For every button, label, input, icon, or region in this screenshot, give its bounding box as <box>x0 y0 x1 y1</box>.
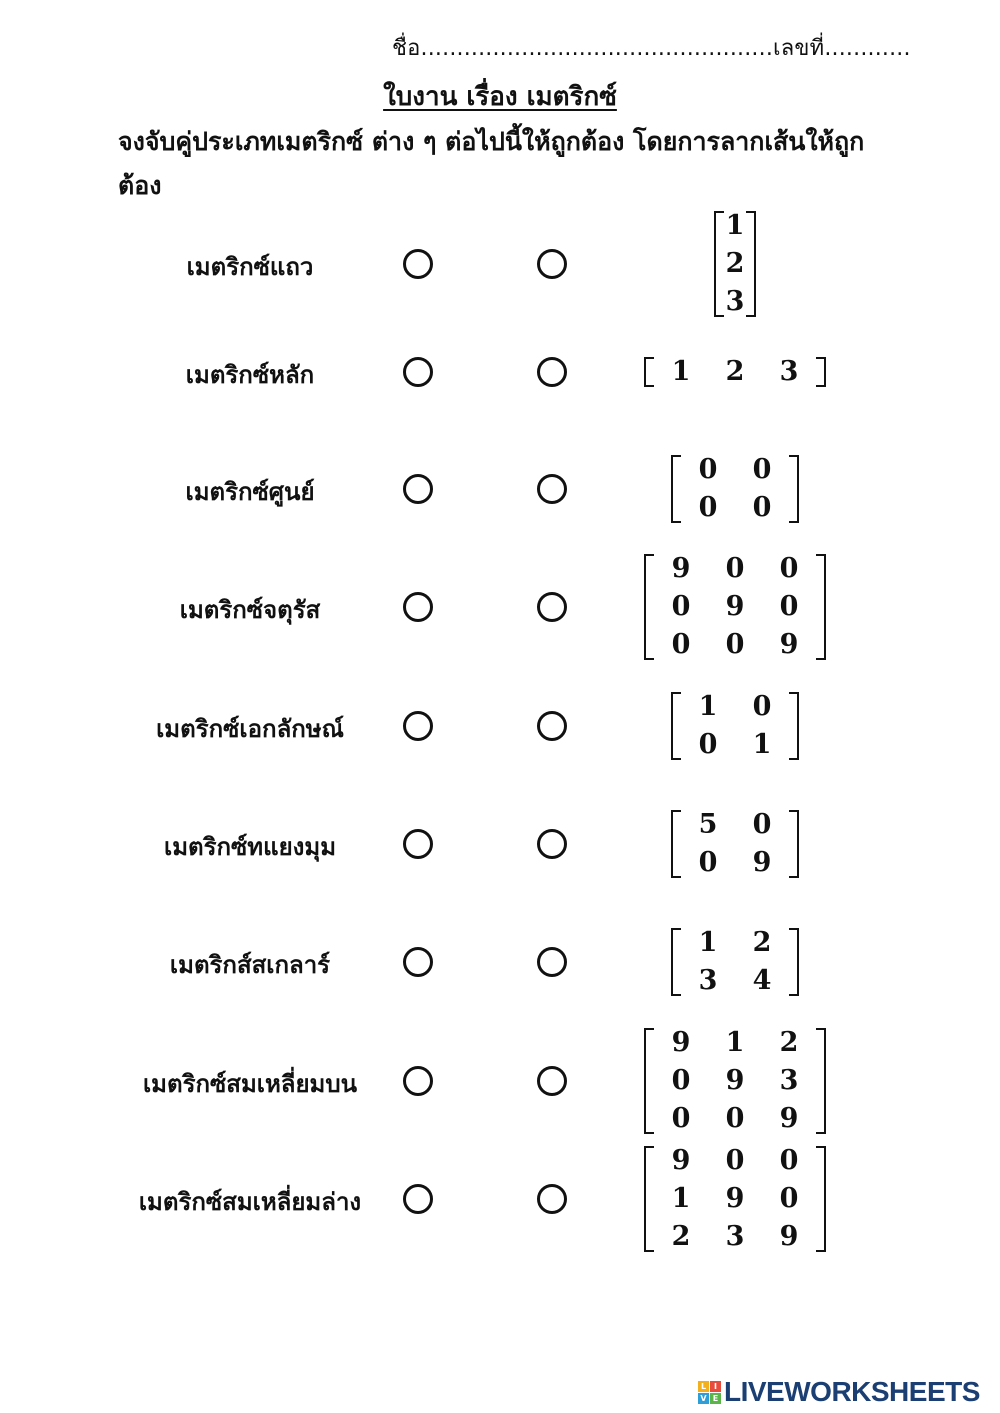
matrix-cell: 5 <box>698 809 718 840</box>
matrix-cell: 9 <box>671 553 691 584</box>
matrix-bracket-left <box>671 692 681 760</box>
matrix-cell: 0 <box>698 729 718 760</box>
right-match-point[interactable] <box>537 357 567 387</box>
matrix-cell: 3 <box>779 1065 799 1096</box>
logo-text: LIVEWORKSHEETS <box>724 1376 980 1407</box>
left-match-point[interactable] <box>403 829 433 859</box>
matrix-option <box>714 209 756 319</box>
matrix-cell: 9 <box>779 1221 799 1252</box>
matrix-cell: 1 <box>698 927 718 958</box>
matrix-type-label: เมตริกซ์ศูนย์ <box>185 478 315 506</box>
matrix-cell: 1 <box>725 1027 745 1058</box>
matrix-cell: 2 <box>779 1027 799 1058</box>
matrix-cell: 3 <box>698 965 718 996</box>
matrix-bracket-left <box>644 1146 654 1252</box>
matrix-cell: 0 <box>779 591 799 622</box>
matrix-type-label: เมตริกซ์สมเหลี่ยมบน <box>142 1070 358 1098</box>
matrix-cell: 0 <box>671 629 691 660</box>
matrix-bracket-left <box>644 1028 654 1134</box>
matrix-bracket-right <box>816 357 826 387</box>
matrix-bracket-left <box>714 211 724 317</box>
left-match-point[interactable] <box>403 249 433 279</box>
right-match-point[interactable] <box>537 474 567 504</box>
matrix-cell: 9 <box>725 591 745 622</box>
right-match-point[interactable] <box>537 1184 567 1214</box>
matrix-bracket-right <box>789 455 799 523</box>
matrix-type-label: เมตริกซ์เอกลักษณ์ <box>156 715 344 743</box>
matrix-option <box>644 552 826 662</box>
logo-icon-letter: V <box>698 1393 709 1404</box>
left-match-point[interactable] <box>403 474 433 504</box>
matrix-bracket-right <box>746 211 756 317</box>
matrix-bracket-left <box>671 455 681 523</box>
matrix-cell: 9 <box>671 1027 691 1058</box>
matrix-bracket-right <box>789 810 799 878</box>
matrix-option <box>644 1144 826 1254</box>
matrix-type-label: เมตริกซ์หลัก <box>185 361 315 389</box>
matrix-cell: 0 <box>725 553 745 584</box>
worksheet-title <box>0 76 1000 117</box>
matrix-cell: 2 <box>752 927 772 958</box>
matrix-cell: 3 <box>725 1221 745 1252</box>
matrix-cell: 2 <box>725 248 745 279</box>
matrix-type-label: เมตริกซ์ทแยงมุม <box>163 833 337 861</box>
matrix-type-label: เมตริกซ์สมเหลี่ยมล่าง <box>138 1188 362 1216</box>
matrix-cell: 1 <box>752 729 772 760</box>
matrix-cell: 9 <box>725 1183 745 1214</box>
matrix-cell: 9 <box>779 629 799 660</box>
matrix-cell: 1 <box>671 1183 691 1214</box>
left-match-point[interactable] <box>403 1066 433 1096</box>
matrix-type-label: เมตริกซ์จตุรัส <box>179 596 321 624</box>
matrix-bracket-left <box>671 810 681 878</box>
matrix-bracket-right <box>816 1028 826 1134</box>
matrix-cell: 0 <box>671 591 691 622</box>
matrix-bracket-right <box>789 928 799 996</box>
left-match-point[interactable] <box>403 947 433 977</box>
matrix-cell: 0 <box>752 454 772 485</box>
logo-icon-letter: E <box>710 1393 721 1404</box>
matrix-bracket-right <box>789 692 799 760</box>
liveworksheets-logo <box>698 1376 980 1408</box>
name-number-line: ชื่อ.................................................เลขที่............ <box>392 36 911 61</box>
worksheet-title-text: ใบงาน เรื่อง เมตริกซ์ <box>383 82 617 112</box>
left-match-point[interactable] <box>403 711 433 741</box>
matrix-option <box>671 453 799 525</box>
logo-icon-letter: I <box>710 1381 721 1392</box>
matrix-cell: 0 <box>725 1103 745 1134</box>
matrix-cell: 0 <box>671 1103 691 1134</box>
matrix-cell: 9 <box>779 1103 799 1134</box>
matrix-cell: 0 <box>752 492 772 523</box>
matrix-option <box>671 926 799 998</box>
matrix-option <box>644 1026 826 1136</box>
matrix-cell: 3 <box>725 286 745 317</box>
matrix-cell: 0 <box>725 1145 745 1176</box>
matrix-cell: 1 <box>725 210 745 241</box>
matrix-bracket-left <box>671 928 681 996</box>
matrix-cell: 1 <box>698 691 718 722</box>
right-match-point[interactable] <box>537 947 567 977</box>
matrix-cell: 0 <box>779 1145 799 1176</box>
matrix-cell: 0 <box>698 847 718 878</box>
matrix-bracket-right <box>816 554 826 660</box>
matrix-cell: 0 <box>698 492 718 523</box>
matrix-option <box>644 355 826 389</box>
liveworksheets-logo-icon <box>698 1381 721 1404</box>
right-match-point[interactable] <box>537 829 567 859</box>
matrix-cell: 0 <box>671 1065 691 1096</box>
matrix-cell: 4 <box>752 965 772 996</box>
left-match-point[interactable] <box>403 357 433 387</box>
matrix-type-label: เมตริกซ์แถว <box>186 253 314 281</box>
matrix-cell: 2 <box>725 356 745 387</box>
matrix-bracket-right <box>816 1146 826 1252</box>
matrix-cell: 0 <box>752 691 772 722</box>
matrix-cell: 9 <box>725 1065 745 1096</box>
left-match-point[interactable] <box>403 1184 433 1214</box>
matrix-cell: 9 <box>752 847 772 878</box>
matrix-cell: 0 <box>779 1183 799 1214</box>
matrix-bracket-left <box>644 554 654 660</box>
right-match-point[interactable] <box>537 592 567 622</box>
right-match-point[interactable] <box>537 1066 567 1096</box>
matrix-option <box>671 808 799 880</box>
matrix-type-label: เมตริกส์สเกลาร์ <box>169 951 331 979</box>
matrix-bracket-left <box>644 357 654 387</box>
matrix-cell: 9 <box>671 1145 691 1176</box>
right-match-point[interactable] <box>537 711 567 741</box>
right-match-point[interactable] <box>537 249 567 279</box>
left-match-point[interactable] <box>403 592 433 622</box>
matrix-cell: 3 <box>779 356 799 387</box>
matrix-cell: 0 <box>698 454 718 485</box>
matrix-cell: 0 <box>725 629 745 660</box>
matrix-cell: 2 <box>671 1221 691 1252</box>
matrix-cell: 1 <box>671 356 691 387</box>
matrix-cell: 0 <box>752 809 772 840</box>
matrix-option <box>671 690 799 762</box>
instruction-text: จงจับคู่ประเภทเมตริกซ์ ต่าง ๆ ต่อไปนี้ให้ถูกต้อง โดยการลากเส้นให้ถูกต้อง <box>118 127 865 200</box>
matrix-cell: 0 <box>779 553 799 584</box>
logo-icon-letter: L <box>698 1381 709 1392</box>
